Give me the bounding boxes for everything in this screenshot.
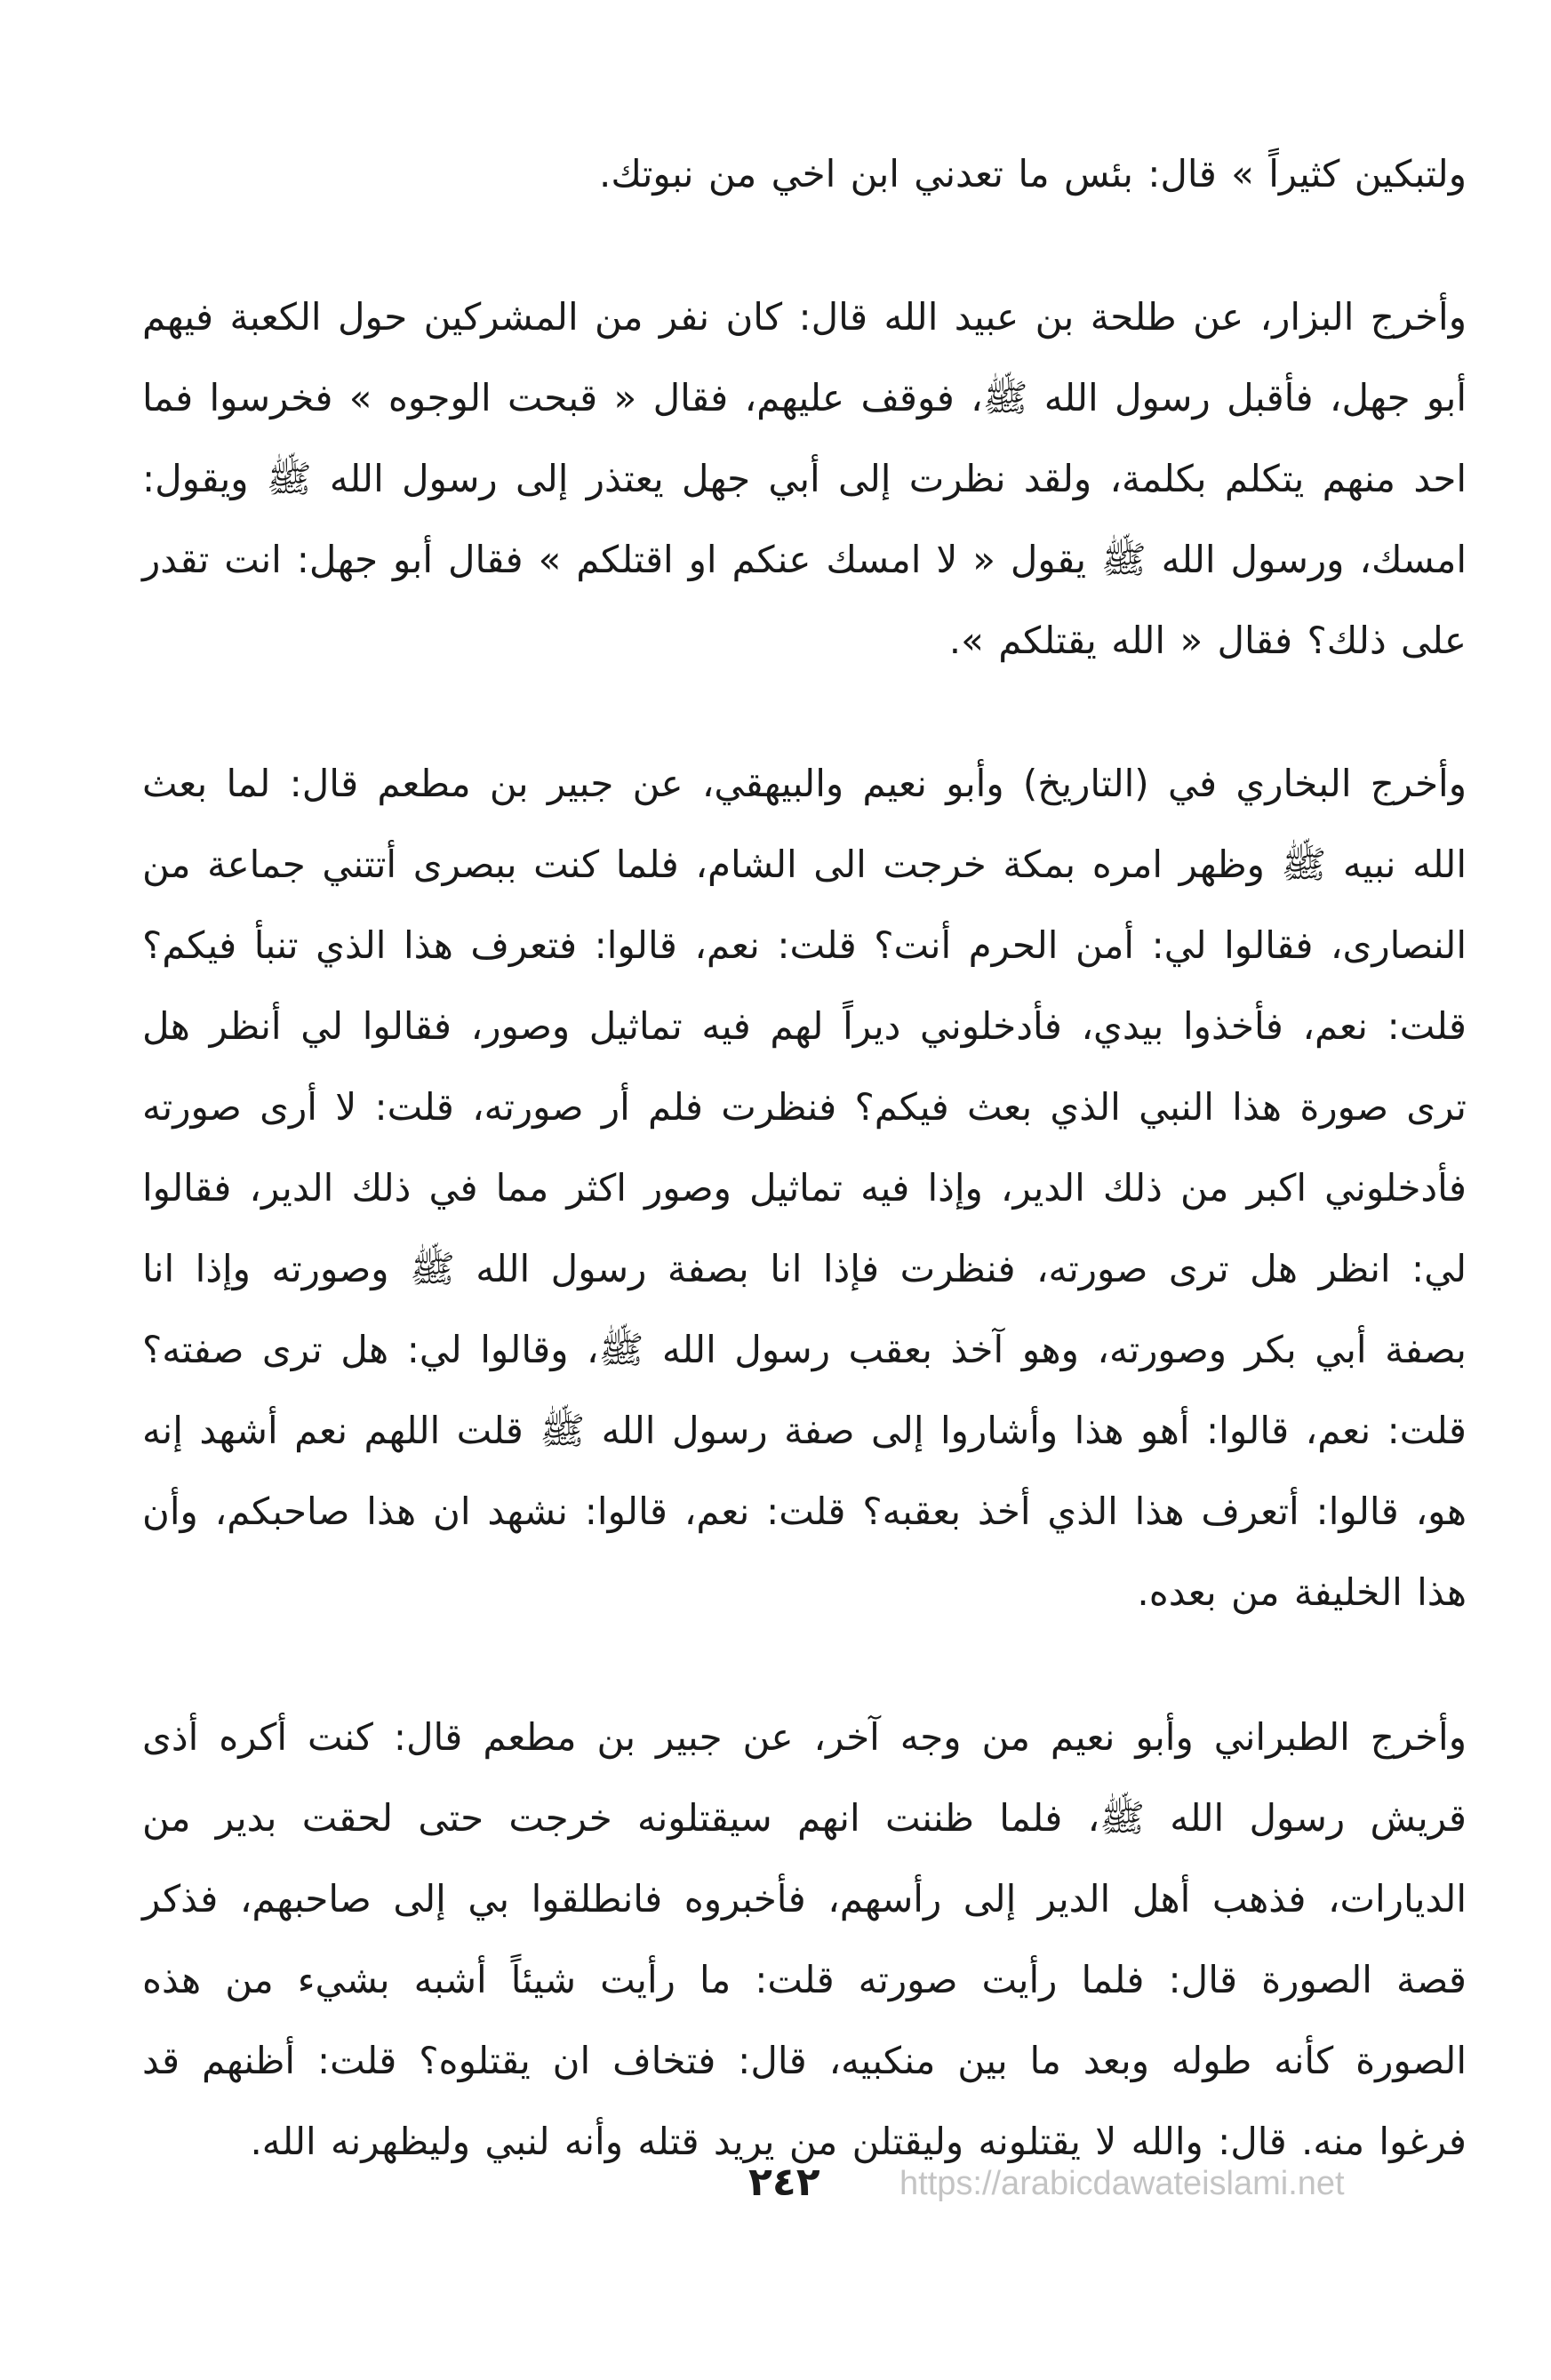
paragraph-3: وأخرج البخاري في (التاريخ) وأبو نعيم والبيهقي، عن جبير بن مطعم قال: لما بعث الله نبيه ﷺ وظهر امره بمكة خرجت الى الشام، فلما كنت ببصرى أتتني جماعة من النصارى، فقالوا لي: أمن الحرم أنت؟ قلت: نعم، قالوا: فتعرف هذا الذي تنبأ فيكم؟ قلت: نعم، فأخذوا بيدي، فأدخلوني ديراً لهم فيه تماثيل وصور، فقالوا لي أنظر هل ترى صورة هذا النبي الذي بعث فيكم؟ فنظرت فلم أر صورته، قلت: لا أرى صورته فأدخلوني اكبر من ذلك الدير، وإذا فيه تماثيل وصور اكثر مما في ذلك الدير، فقالوا لي: انظر هل ترى صورته، فنظرت فإذا انا بصفة رسول الله ﷺ وصورته وإذا انا بصفة أبي بكر وصورته، وهو آخذ بعقب رسول الله ﷺ، وقالوا لي: هل ترى صفته؟ قلت: نعم، قالوا: أهو هذا وأشاروا إلى صفة رسول الله ﷺ قلت اللهم نعم أشهد إنه هو، قالوا: أتعرف هذا الذي أخذ بعقبه؟ قلت: نعم، قالوا: نشهد ان هذا صاحبكم، وأن هذا الخليفة من بعده. (142, 762, 1467, 1614)
page-footer (0, 2151, 1551, 2222)
paragraph-4: وأخرج الطبراني وأبو نعيم من وجه آخر، عن جبير بن مطعم قال: كنت أكره أذى قريش رسول الله ﷺ، فلما ظننت انهم سيقتلونه خرجت حتى لحقت بدير من الديارات، فذهب أهل الدير إلى رأسهم، فأخبروه فانطلقوا بي إلى صاحبهم، فذكر قصة الصورة قال: فلما رأيت صورته قلت: ما رأيت شيئاً أشبه بشيء من هذه الصورة كأنه طوله وبعد ما بين منكبيه، قال: فتخاف ان يقتلوه؟ قلت: أظنهم قد فرغوا منه. قال: والله لا يقتلونه وليقتلن من يريد قتله وأنه لنبي وليظهرنه الله. (142, 1715, 1467, 2163)
page-body (142, 133, 1467, 2182)
paragraph-1: ولتبكين كثيراً » قال: بئس ما تعدني ابن اخي من نبوتك. (598, 152, 1467, 196)
watermark-url: https://arabicdawateislami.net (899, 2165, 1345, 2202)
paragraph-2: وأخرج البزار، عن طلحة بن عبيد الله قال: كان نفر من المشركين حول الكعبة فيهم أبو جهل، فأقبل رسول الله ﷺ، فوقف عليهم، فقال « قبحت الوجوه » فخرسوا فما احد منهم يتكلم بكلمة، ولقد نظرت إلى أبي جهل يعتذر إلى رسول الله ﷺ ويقول: امسك، ورسول الله ﷺ يقول « لا امسك عنكم او اقتلكم » فقال أبو جهل: انت تقدر على ذلك؟ فقال « الله يقتلكم ». (142, 295, 1467, 662)
page-number: ٢٤٢ (748, 2160, 820, 2205)
